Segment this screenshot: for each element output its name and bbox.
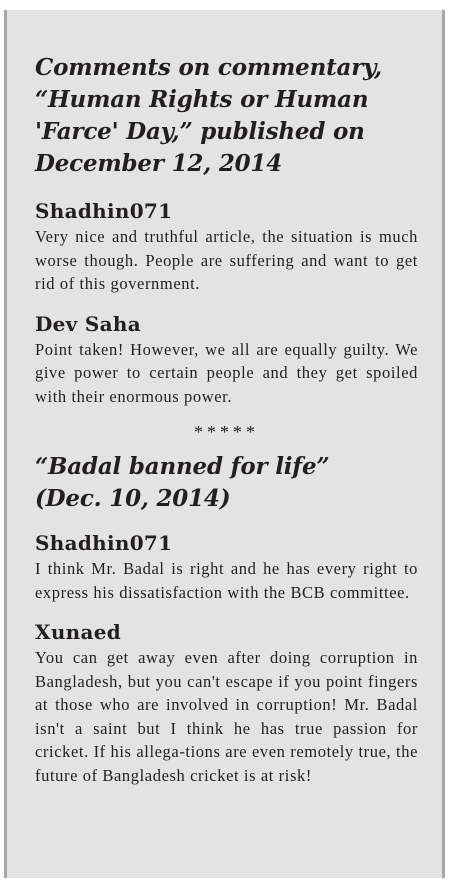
section-separator: *****: [194, 422, 259, 442]
commenter-name: Dev Saha: [35, 311, 141, 336]
comment-text: Point taken! However, we all are equally guilty. We give power to certain people and they get spoiled with their enormous power.: [35, 339, 418, 406]
comment-text: You can get away even after doing corruption in Bangladesh, but you can't escape if you point fingers at those who are involved in corruption! Mr. Badal isn't a saint but I think he has true passion for cricket. If his allega-tions are even remotely true, the future of Bangladesh cricket is at risk!: [35, 648, 418, 785]
comments-content: [35, 52, 418, 787]
commenter-name: Shadhin071: [35, 531, 173, 555]
commenter-name: Shadhin071: [35, 199, 173, 223]
top-margin: [0, 0, 449, 10]
section-heading-line2: (Dec. 10, 2014): [35, 485, 231, 512]
comment-text: I think Mr. Badal is right and he has every right to express his dissatisfaction with the BCB committee.: [35, 559, 418, 602]
section-heading-line1: “Badal banned for life”: [35, 453, 330, 480]
comment-text: Very nice and truthful article, the situation is much worse though. People are suffering and want to get rid of this government.: [35, 227, 418, 293]
commenter-name: Xunaed: [35, 620, 122, 644]
section-heading: Comments on commentary, “Human Rights or Human 'Farce' Day,” published on December 12, 2014: [35, 54, 382, 177]
